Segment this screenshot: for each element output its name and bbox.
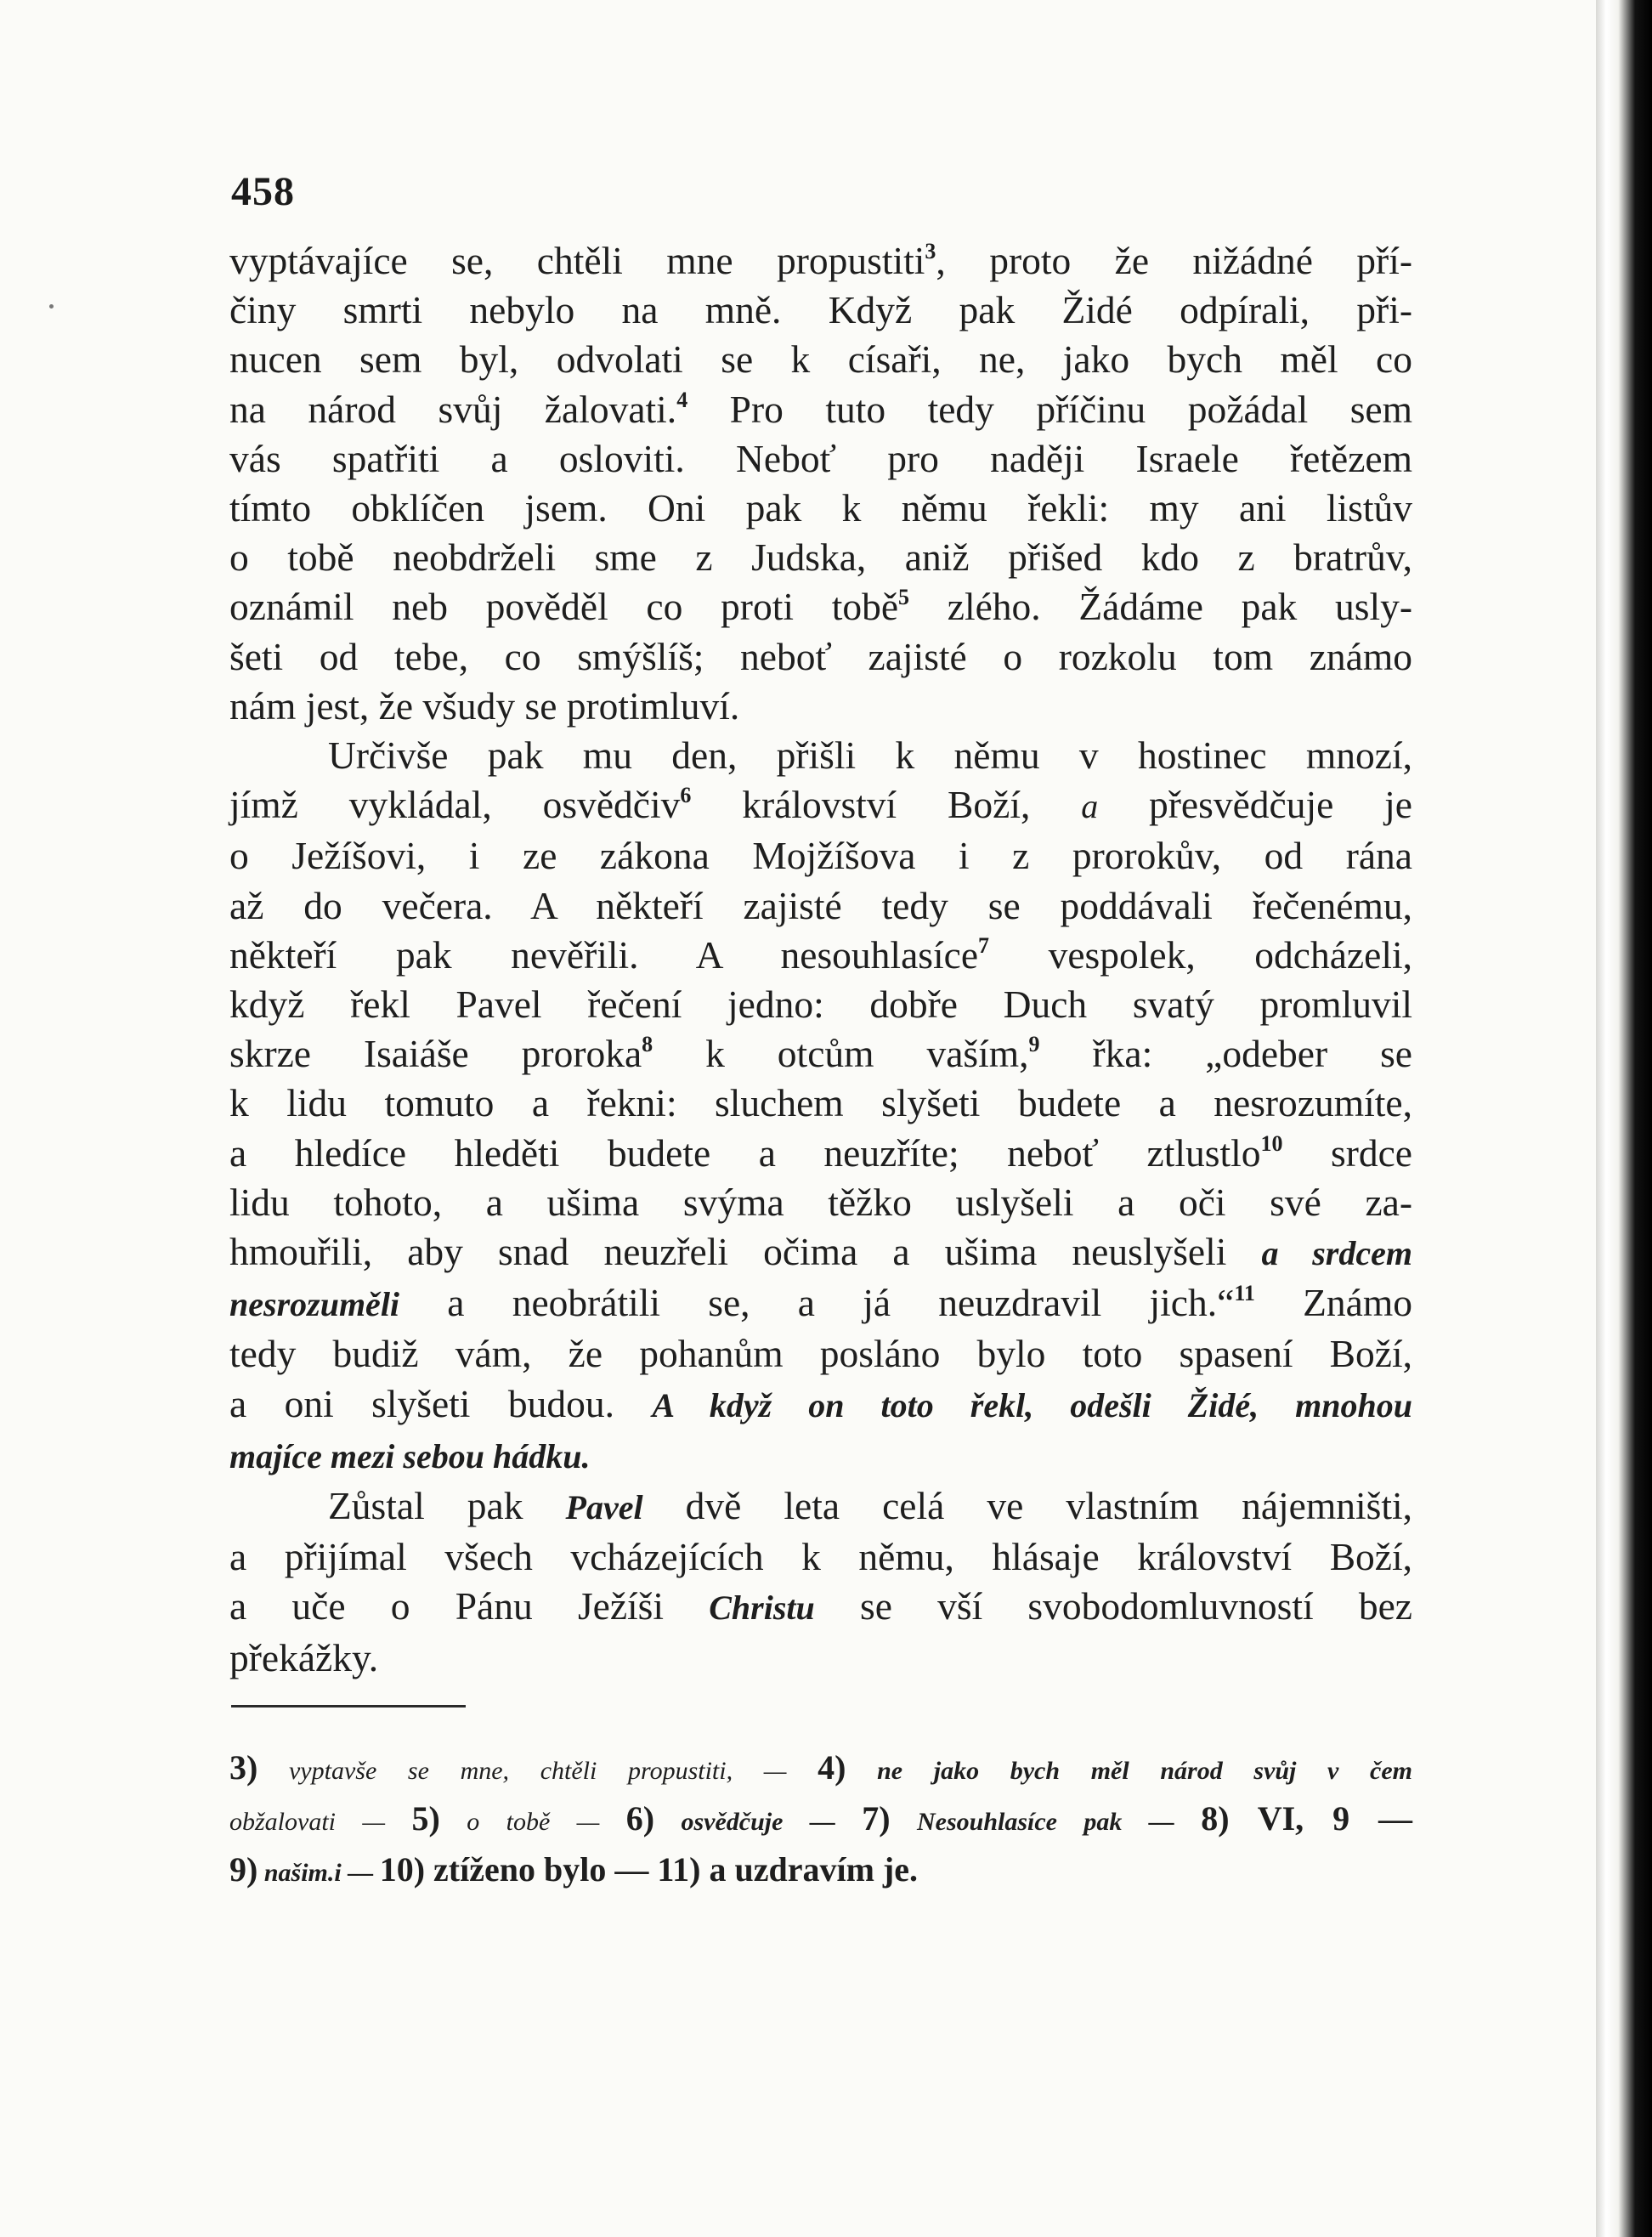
text-line <box>229 1430 1412 1481</box>
page-edge-shadow <box>1596 0 1652 2237</box>
text-line: o tobě neobdrželi sme z Judska, aniž přišed kdo z bratrův, <box>229 535 1412 580</box>
text-line: šeti od tebe, co smýšlíš; neboť zajisté o rozkolu tom známo <box>229 634 1412 678</box>
text-line: až do večera. A někteří zajisté tedy se poddávali řečenému, <box>229 883 1412 927</box>
footnote-ref: 3 <box>925 239 936 263</box>
text-line: Určivše pak mu den, přišli k němu v hostinec mnozí, <box>328 733 1412 778</box>
text-line: když řekl Pavel řečení jedno: dobře Duch svatý promluvil <box>229 983 1412 1027</box>
text-line: skrze Isaiáše proroka$^8$ k otcům vaším,$^9$ řka: „odeber se <box>229 1032 1412 1076</box>
text-line: na národ svůj žalovati.$^4$ Pro tuto tedy příčinu požádal sem <box>229 387 1412 431</box>
italic-insert: a srdcem <box>1261 1234 1412 1273</box>
text-line: a přijímal všech vcházejících k němu, hlásaje království Boží, <box>229 1535 1412 1579</box>
text-line: a uče o Pánu Ježíši Christu se vší svobodomluvností bez <box>229 1584 1413 1628</box>
text-line: překážky. <box>229 1635 379 1679</box>
text-line: k lidu tomuto a řekni: sluchem slyšeti budete a nesrozumíte, <box>229 1081 1412 1125</box>
italic-insert: Christu <box>709 1589 815 1628</box>
footnote-ref: 8 <box>642 1032 653 1057</box>
footnote-separator <box>231 1705 466 1707</box>
footnote-ref: 7 <box>978 932 990 958</box>
footnote-ref: 6 <box>680 783 692 808</box>
text-line: někteří pak nevěřili. A nesouhlasíce$^7$ vespolek, odcházeli, <box>229 932 1412 977</box>
footnote-line: 9) našim.i — 10) ztíženo bylo — 11) a uzdravím je. <box>229 1850 918 1889</box>
main-text <box>229 236 1412 1683</box>
italic-insert: A když on toto řekl, odešli Židé, mnohou <box>652 1385 1412 1424</box>
text-line: vás spatřiti a osloviti. Neboť pro naději Israele řetězem <box>229 436 1412 480</box>
text-line: tedy budiž vám, že pohanům posláno bylo toto spasení Boží, <box>229 1332 1412 1376</box>
footnote-ref: 10 <box>1260 1130 1283 1156</box>
text-line: vyptávajíce se, chtěli mne propustiti$^3$, proto že nižádné pří- <box>229 239 1413 282</box>
footnote-line: obžalovati — 5) o tobě — 6) osvědčuje — 7) Nesouhlasíce pak — 8) VI, 9 — <box>229 1799 1412 1838</box>
text-line: činy smrti nebylo na mně. Když pak Židé odpírali, při- <box>229 288 1412 332</box>
footnote-line: 3) vyptavše se mne, chtěli propustiti, — 4) ne jako bych měl národ svůj v čem <box>229 1748 1412 1787</box>
text-line: tímto obklíčen jsem. Oni pak k němu řekli: my ani listův <box>229 486 1412 530</box>
italic-insert: majíce mezi sebou hádku. <box>229 1436 591 1475</box>
text-line: lidu tohoto, a ušima svýma těžko uslyšeli a oči své za- <box>229 1180 1412 1224</box>
text-line: jímž vykládal, osvědčiv$^6$ království Boží, a přesvědčuje je <box>229 783 1412 827</box>
page-number: 458 <box>231 169 295 214</box>
text-line: nám jest, že všudy se protimluví. <box>229 683 740 728</box>
text-line: oznámil neb pověděl co proti tobě$^5$ zlého. Žádáme pak usly- <box>229 585 1412 629</box>
footnote-ref: 11 <box>1234 1281 1255 1306</box>
italic-insert: nesrozuměli <box>229 1285 400 1324</box>
text-line: a oni slyšeti budou. A když on toto řekl, odešli Židé, mnohou <box>229 1381 1412 1425</box>
text-line: a hledíce hleděti budete a neuzříte; neboť ztlustlo$^{10}$ srdce <box>229 1130 1412 1175</box>
footnote-ref: 9 <box>1028 1032 1040 1057</box>
footnote-ref: 4 <box>676 387 688 412</box>
text-line: hmouřili, aby snad neuzřeli očima a ušima neuslyšeli a srdcem <box>229 1230 1412 1274</box>
footnotes <box>229 1744 1412 1897</box>
text-line: Zůstal pak Pavel dvě leta celá ve vlastním nájemništi, <box>328 1484 1412 1528</box>
footnote-ref: 5 <box>898 585 910 610</box>
paper-speck <box>49 304 54 309</box>
text-line: nesrozuměli a neobrátili se, a já neuzdravil jich.“$^{11}$ Známo <box>229 1281 1412 1325</box>
text-line: nucen sem byl, odvolati se k císaři, ne, jako bych měl co <box>229 337 1412 382</box>
italic-insert: Pavel <box>565 1488 643 1527</box>
text-line: o Ježíšovi, i ze zákona Mojžíšova i z prorokův, od rána <box>229 834 1412 878</box>
